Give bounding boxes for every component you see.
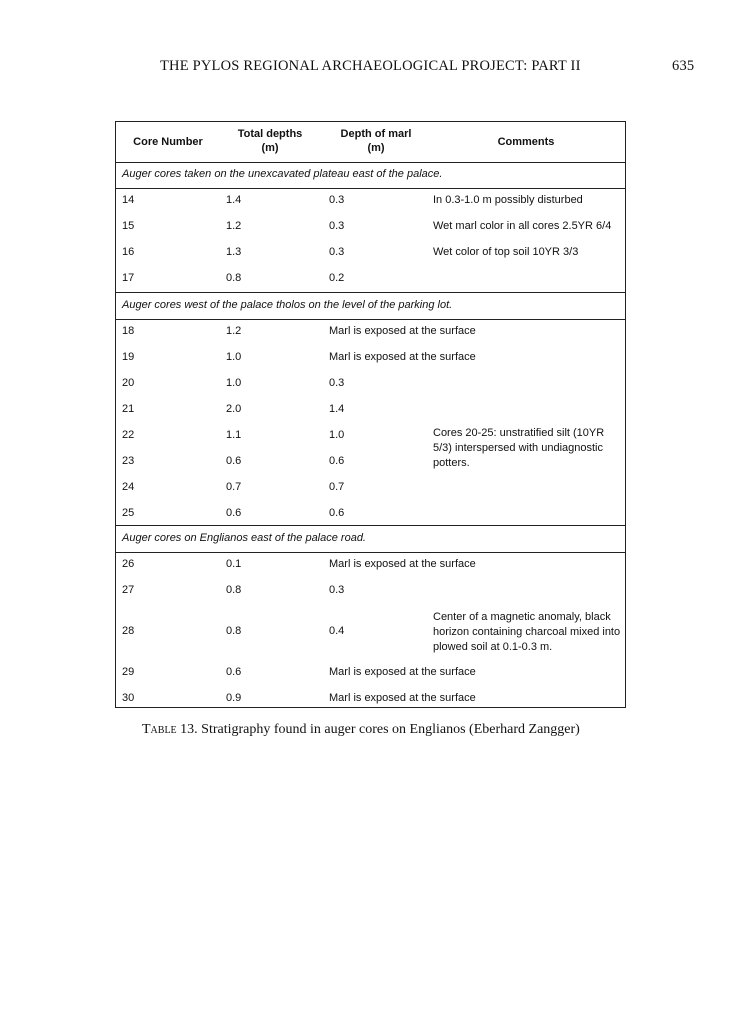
table-row	[116, 371, 625, 397]
table-row	[116, 578, 625, 604]
cell-core: 19	[122, 351, 135, 363]
cell-marl: Marl is exposed at the surface	[329, 692, 476, 704]
cell-total: 0.8	[226, 625, 242, 637]
cell-comment-cores-20-25: Cores 20-25: unstratified silt (10YR 5/3) interspersed with undiagnostic potters.	[433, 427, 605, 469]
cell-core: 24	[122, 481, 135, 493]
cell-marl: 0.3	[329, 220, 345, 232]
table-row	[116, 660, 625, 686]
cell-core: 22	[122, 429, 135, 441]
page-header	[0, 56, 755, 78]
running-title: THE PYLOS REGIONAL ARCHAEOLOGICAL PROJECT: PART II	[160, 58, 581, 74]
cell-core: 29	[122, 666, 135, 678]
cell-core: 25	[122, 507, 135, 519]
col-header-total-depths	[220, 127, 320, 155]
cell-total: 0.8	[226, 272, 242, 284]
cell-core: 17	[122, 272, 135, 284]
table-row	[116, 501, 625, 527]
cell-core: 16	[122, 246, 135, 258]
table-row	[116, 345, 625, 371]
group-label: Auger cores taken on the unexcavated plateau east of the palace.	[122, 168, 443, 180]
cell-total: 1.0	[226, 377, 242, 389]
cell-comment: Wet marl color in all cores 2.5YR 6/4	[433, 220, 612, 232]
col-header-core-number: Core Number	[133, 136, 203, 148]
table-row	[116, 686, 625, 712]
cell-total: 1.1	[226, 429, 242, 441]
cell-core: 15	[122, 220, 135, 232]
group-header-plateau	[116, 162, 625, 189]
col-header-total-depths-line2: (m)	[261, 142, 279, 154]
cell-marl: 0.2	[329, 272, 345, 284]
cell-core: 20	[122, 377, 135, 389]
cell-marl: 0.3	[329, 377, 345, 389]
cell-total: 1.2	[226, 220, 242, 232]
cell-marl: 0.3	[329, 584, 345, 596]
table-row	[116, 552, 625, 578]
cell-core: 14	[122, 194, 135, 206]
table-caption	[142, 722, 580, 738]
cell-marl: 0.7	[329, 481, 345, 493]
cell-comment: Center of a magnetic anomaly, black horizon containing charcoal mixed into plowed soil at 0.1-0.3 m.	[433, 611, 621, 653]
group-label: Auger cores west of the palace tholos on the level of the parking lot.	[122, 299, 453, 311]
table-row	[116, 319, 625, 345]
cell-marl: Marl is exposed at the surface	[329, 325, 476, 337]
cell-total: 0.1	[226, 558, 242, 570]
cell-core: 27	[122, 584, 135, 596]
cell-total: 1.3	[226, 246, 242, 258]
cell-marl: Marl is exposed at the surface	[329, 351, 476, 363]
cell-total: 0.9	[226, 692, 242, 704]
cell-core: 26	[122, 558, 135, 570]
stratigraphy-table	[115, 121, 626, 708]
cell-core: 30	[122, 692, 135, 704]
col-header-comments: Comments	[497, 136, 555, 148]
cell-total: 2.0	[226, 403, 242, 415]
table-row	[116, 188, 625, 214]
table-row	[116, 606, 625, 656]
cell-core: 28	[122, 625, 135, 637]
cell-total: 1.2	[226, 325, 242, 337]
table-row	[116, 266, 625, 292]
cell-total: 0.6	[226, 507, 242, 519]
table-row	[116, 240, 625, 266]
table-header-row	[116, 122, 625, 163]
col-header-total-depths-line1: Total depths	[237, 128, 303, 140]
cell-core: 23	[122, 455, 135, 467]
group-header-englianos	[116, 525, 625, 553]
page-number: 635	[672, 58, 695, 74]
cell-marl: 0.4	[329, 625, 345, 637]
table-row	[116, 214, 625, 240]
group-label: Auger cores on Englianos east of the palace road.	[122, 532, 366, 544]
cell-comment: In 0.3-1.0 m possibly disturbed	[433, 194, 583, 206]
caption-label: Table 13.	[142, 722, 198, 737]
cell-marl: 0.6	[329, 507, 345, 519]
cell-total: 0.7	[226, 481, 242, 493]
cell-marl: 1.4	[329, 403, 345, 415]
caption-text: Stratigraphy found in auger cores on Englianos (Eberhard Zangger)	[197, 722, 580, 737]
cell-comment: Wet color of top soil 10YR 3/3	[433, 246, 579, 258]
group-header-parking-lot	[116, 292, 625, 320]
table-row	[116, 475, 625, 501]
cell-marl: 1.0	[329, 429, 345, 441]
col-header-depth-of-marl-line1: Depth of marl	[340, 128, 412, 140]
cell-marl: 0.6	[329, 455, 345, 467]
cell-total: 0.6	[226, 455, 242, 467]
cell-marl: Marl is exposed at the surface	[329, 558, 476, 570]
col-header-depth-of-marl-line2: (m)	[367, 142, 385, 154]
cell-marl: Marl is exposed at the surface	[329, 666, 476, 678]
cell-core: 18	[122, 325, 135, 337]
col-header-depth-of-marl	[321, 127, 431, 155]
table-row	[116, 397, 625, 423]
cell-total: 1.0	[226, 351, 242, 363]
cell-marl: 0.3	[329, 194, 345, 206]
cell-total: 0.8	[226, 584, 242, 596]
cell-total: 0.6	[226, 666, 242, 678]
cell-total: 1.4	[226, 194, 242, 206]
cell-core: 21	[122, 403, 135, 415]
cell-marl: 0.3	[329, 246, 345, 258]
